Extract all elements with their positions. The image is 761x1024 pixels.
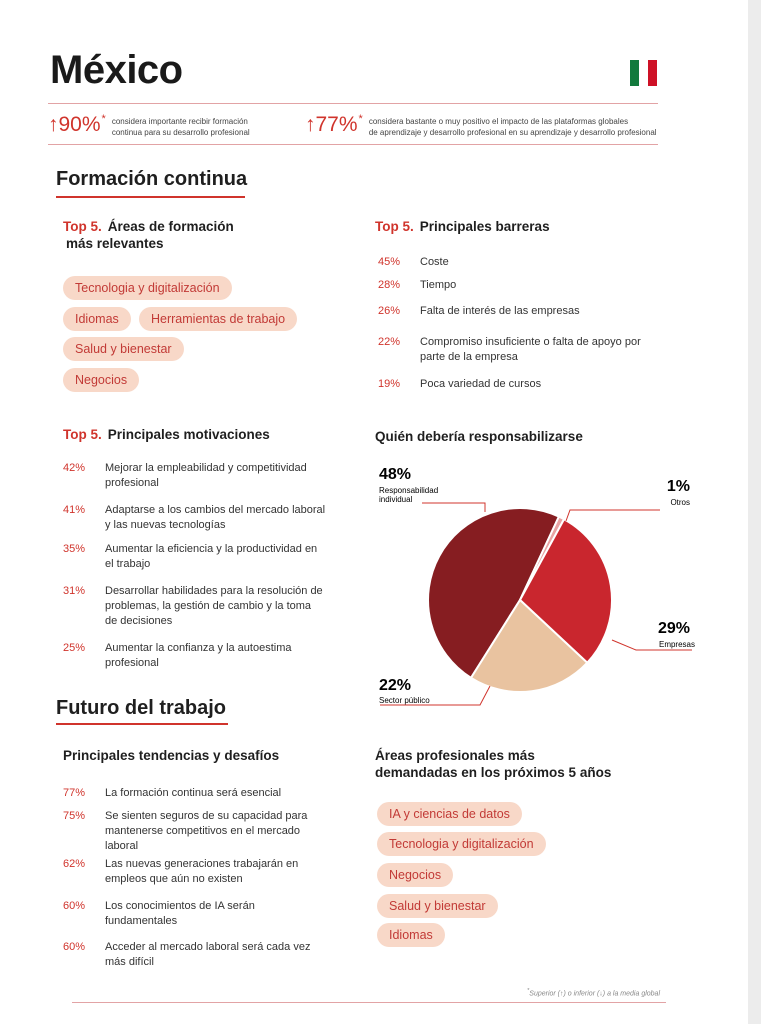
section-underline — [56, 196, 245, 198]
list-item — [63, 461, 307, 491]
item-line: Tiempo — [420, 279, 457, 291]
areas-heading — [63, 218, 234, 252]
list-item — [63, 641, 292, 671]
list-item — [63, 940, 310, 970]
pie-pct-sector-publico: 22% — [379, 677, 412, 694]
pill-area: Salud y bienestar — [377, 894, 498, 918]
page-edge — [748, 0, 761, 1024]
item-line: Las nuevas generaciones trabajarán en — [105, 858, 299, 870]
pill-area: Negocios — [63, 368, 139, 392]
item-line: La formación continua será esencial — [105, 787, 282, 799]
stat-asterisk: * — [358, 113, 363, 125]
list-item — [378, 304, 580, 319]
header-stat-1 — [48, 114, 250, 138]
heading-line: Principales barreras — [419, 219, 550, 234]
pill-area: Negocios — [377, 863, 453, 887]
item-line: fundamentales — [105, 915, 178, 927]
pie-label-individual: individual — [379, 495, 413, 504]
footnote — [527, 988, 660, 997]
item-line: Aumentar la eficiencia y la productividad en — [105, 543, 318, 555]
footnote-asterisk: * — [527, 988, 530, 994]
pill-area: Tecnologia y digitalización — [377, 832, 546, 856]
item-pct: 41% — [63, 504, 86, 516]
heading-line: Áreas de formación — [107, 219, 234, 234]
pie-label-individual: Responsabilidad — [379, 486, 439, 495]
pie-slices — [428, 508, 612, 692]
list-item — [63, 899, 255, 929]
section-title-futuro: Futuro del trabajo — [56, 697, 226, 719]
responsable-heading: Quién debería responsabilizarse — [375, 429, 583, 444]
list-item — [378, 278, 456, 293]
top5-label: Top 5. — [375, 219, 414, 234]
item-pct: 77% — [63, 787, 86, 799]
heading-line: más relevantes — [66, 236, 164, 251]
item-pct: 60% — [63, 941, 86, 953]
item-pct: 31% — [63, 585, 86, 597]
list-item — [378, 377, 541, 392]
list-item — [378, 255, 449, 270]
item-line: Los conocimientos de IA serán — [105, 900, 255, 912]
pie-label-otros: Otros — [670, 498, 690, 507]
pill-area: Herramientas de trabajo — [139, 307, 297, 331]
footnote-text: Superior (↑) o inferior (↓) a la media global — [529, 990, 661, 998]
item-line: mantenerse competitivos en el mercado — [105, 825, 301, 837]
pie-pct-individual: 48% — [379, 466, 412, 483]
stat-value: ↑77% — [305, 113, 358, 136]
item-line: laboral — [105, 840, 139, 852]
header-stat-2 — [305, 114, 657, 138]
pill-area: IA y ciencias de datos — [377, 802, 522, 826]
header-top-divider — [48, 103, 658, 104]
item-line: Adaptarse a los cambios del mercado laboral — [105, 504, 326, 516]
item-line: Coste — [420, 256, 449, 268]
leader-line-individual — [422, 503, 485, 512]
item-line: Aumentar la confianza y la autoestima — [105, 642, 292, 654]
pie-label-empresas: Empresas — [658, 640, 695, 649]
top5-label: Top 5. — [63, 427, 102, 442]
item-pct: 62% — [63, 858, 86, 870]
heading-line: Principales motivaciones — [107, 427, 270, 442]
stat-text-line: considera importante recibir formación — [111, 117, 248, 126]
pie-pct-otros: 1% — [666, 478, 690, 495]
item-pct: 45% — [378, 256, 401, 268]
item-line: profesional — [105, 477, 159, 489]
item-line: Mejorar la empleabilidad y competitividad — [105, 462, 307, 474]
item-line: Acceder al mercado laboral será cada vez — [105, 941, 311, 953]
item-line: parte de la empresa — [420, 351, 518, 363]
stat-text — [112, 116, 250, 138]
pill-area: Idiomas — [63, 307, 131, 331]
stat-asterisk: * — [101, 113, 106, 125]
item-line: de decisiones — [105, 615, 173, 627]
list-item — [378, 335, 641, 365]
item-line: Poca variedad de cursos — [420, 378, 542, 390]
responsibility-pie-chart — [370, 455, 700, 715]
section-title-formacion: Formación continua — [56, 168, 248, 190]
item-pct: 25% — [63, 642, 86, 654]
stat-text-line: considera bastante o muy positivo el impacto de las plataformas globales — [368, 117, 629, 126]
footer-divider — [72, 1002, 666, 1003]
pie-label-sector-publico: Sector público — [379, 696, 430, 705]
list-item — [63, 584, 323, 629]
list-item — [63, 786, 281, 801]
item-pct: 42% — [63, 462, 86, 474]
item-pct: 22% — [378, 336, 401, 348]
pill-area: Tecnologia y digitalización — [63, 276, 232, 300]
item-pct: 60% — [63, 900, 86, 912]
item-line: profesional — [105, 657, 159, 669]
list-item — [63, 542, 317, 572]
motivaciones-heading — [63, 426, 270, 443]
item-line: más difícil — [105, 956, 154, 968]
item-line: el trabajo — [105, 558, 151, 570]
leader-line-otros — [566, 510, 660, 521]
list-item — [63, 503, 325, 533]
pill-area: Idiomas — [377, 923, 445, 947]
mexico-flag-icon — [630, 60, 657, 86]
item-line: Falta de interés de las empresas — [420, 305, 580, 317]
item-line: y las nuevas tecnologías — [105, 519, 226, 531]
item-line: Compromiso insuficiente o falta de apoyo por — [420, 336, 641, 348]
item-line: Se sienten seguros de su capacidad para — [105, 810, 308, 822]
item-pct: 75% — [63, 810, 86, 822]
stat-text-line: de aprendizaje y desarrollo profesional en su aprendizaje y desarrollo profesional — [368, 128, 657, 137]
item-line: Desarrollar habilidades para la resolución de — [105, 585, 323, 597]
stat-text-line: continua para su desarrollo profesional — [111, 128, 250, 137]
item-pct: 26% — [378, 305, 401, 317]
item-pct: 35% — [63, 543, 86, 555]
page-title: México — [50, 48, 183, 92]
areas-profesionales-heading — [375, 747, 611, 781]
section-underline — [56, 723, 228, 725]
pie-pct-empresas: 29% — [657, 620, 690, 637]
tendencias-heading: Principales tendencias y desafíos — [63, 748, 280, 763]
heading-line: Áreas profesionales más — [375, 748, 535, 763]
pill-area: Salud y bienestar — [63, 337, 184, 361]
item-pct: 19% — [378, 378, 401, 390]
item-line: empleos que aún no existen — [105, 873, 243, 885]
barreras-heading — [375, 218, 550, 235]
item-line: problemas, la gestión de cambio y la toma — [105, 600, 312, 612]
item-pct: 28% — [378, 279, 401, 291]
list-item — [63, 857, 298, 887]
stat-value: ↑90% — [48, 113, 101, 136]
top5-label: Top 5. — [63, 219, 102, 234]
list-item — [63, 809, 307, 854]
heading-line: demandadas en los próximos 5 años — [375, 765, 612, 780]
header-bottom-divider — [48, 144, 658, 145]
stat-text — [369, 116, 657, 138]
